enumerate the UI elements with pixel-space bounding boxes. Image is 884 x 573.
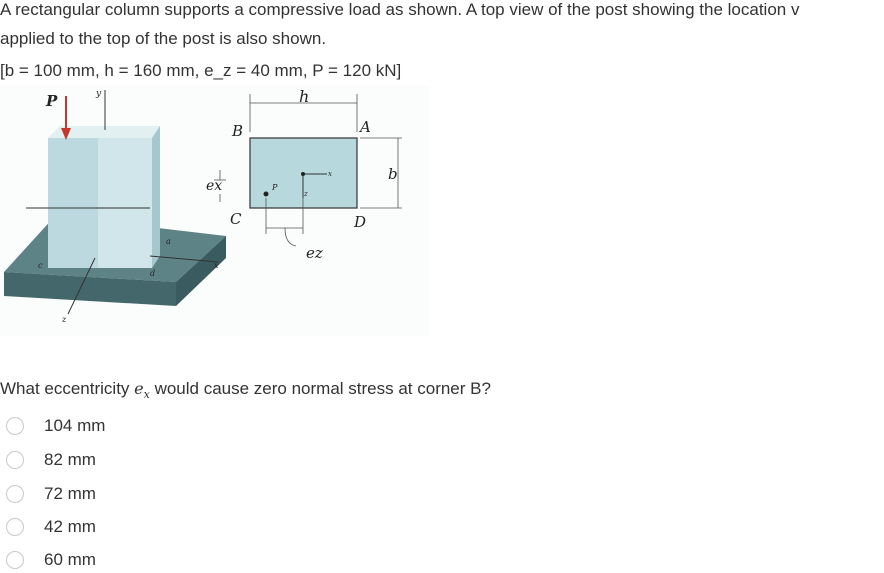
corner-d-top-label: D xyxy=(354,213,367,231)
corner-b-label: B xyxy=(232,122,244,140)
question-text xyxy=(0,378,491,406)
option-label: 42 mm xyxy=(44,517,96,536)
problem-statement-line-2: applied to the top of the post is also shown. xyxy=(0,29,327,48)
option-label: 60 mm xyxy=(44,550,96,569)
column-figure xyxy=(0,86,430,336)
y-axis-label: y xyxy=(96,89,102,99)
b-label: b xyxy=(388,165,398,183)
radio-button[interactable] xyxy=(6,551,24,569)
plan-x-label: x xyxy=(328,170,332,178)
option-104mm[interactable] xyxy=(6,413,106,439)
column-edge xyxy=(152,126,160,268)
radio-button[interactable] xyxy=(6,417,24,435)
plan-z-label: z xyxy=(304,190,308,198)
eccentricity-symbol: $e_x$ xyxy=(134,379,150,402)
z-axis-label: z xyxy=(62,315,67,324)
radio-button[interactable] xyxy=(6,451,24,469)
column-side xyxy=(98,138,152,268)
option-label: 72 mm xyxy=(44,484,96,503)
corner-c-top-label: C xyxy=(230,210,242,228)
ez-label: ez xyxy=(306,244,323,262)
corner-a-top-label: A xyxy=(360,118,371,136)
option-label: 104 mm xyxy=(44,416,106,435)
corner-a-label: a xyxy=(166,237,171,246)
plan-p-label: P xyxy=(272,183,278,192)
option-72mm[interactable] xyxy=(6,481,96,507)
problem-parameters: [b = 100 mm, h = 160 mm, e_z = 40 mm, P = 120 kN] xyxy=(0,61,402,80)
plan-origin xyxy=(301,172,305,176)
option-82mm[interactable] xyxy=(6,447,96,473)
option-42mm[interactable] xyxy=(6,514,96,540)
h-label: h xyxy=(299,87,310,106)
option-label: 82 mm xyxy=(44,450,96,469)
question-after: would cause zero normal stress at corner B? xyxy=(149,379,491,398)
radio-button[interactable] xyxy=(6,518,24,536)
problem-statement-line-1: A rectangular column supports a compressive load as shown. A top view of the post showing the location v xyxy=(0,0,800,19)
load-p-label: P xyxy=(46,92,58,110)
x-axis-label: x xyxy=(214,261,219,270)
load-point xyxy=(264,192,269,197)
corner-d-label: d xyxy=(150,269,156,278)
column-front xyxy=(48,138,98,268)
option-60mm[interactable] xyxy=(6,547,96,573)
corner-c-label: c xyxy=(38,261,43,270)
question-before: What eccentricity xyxy=(0,379,135,398)
ex-label: ex xyxy=(206,178,223,194)
radio-button[interactable] xyxy=(6,485,24,503)
